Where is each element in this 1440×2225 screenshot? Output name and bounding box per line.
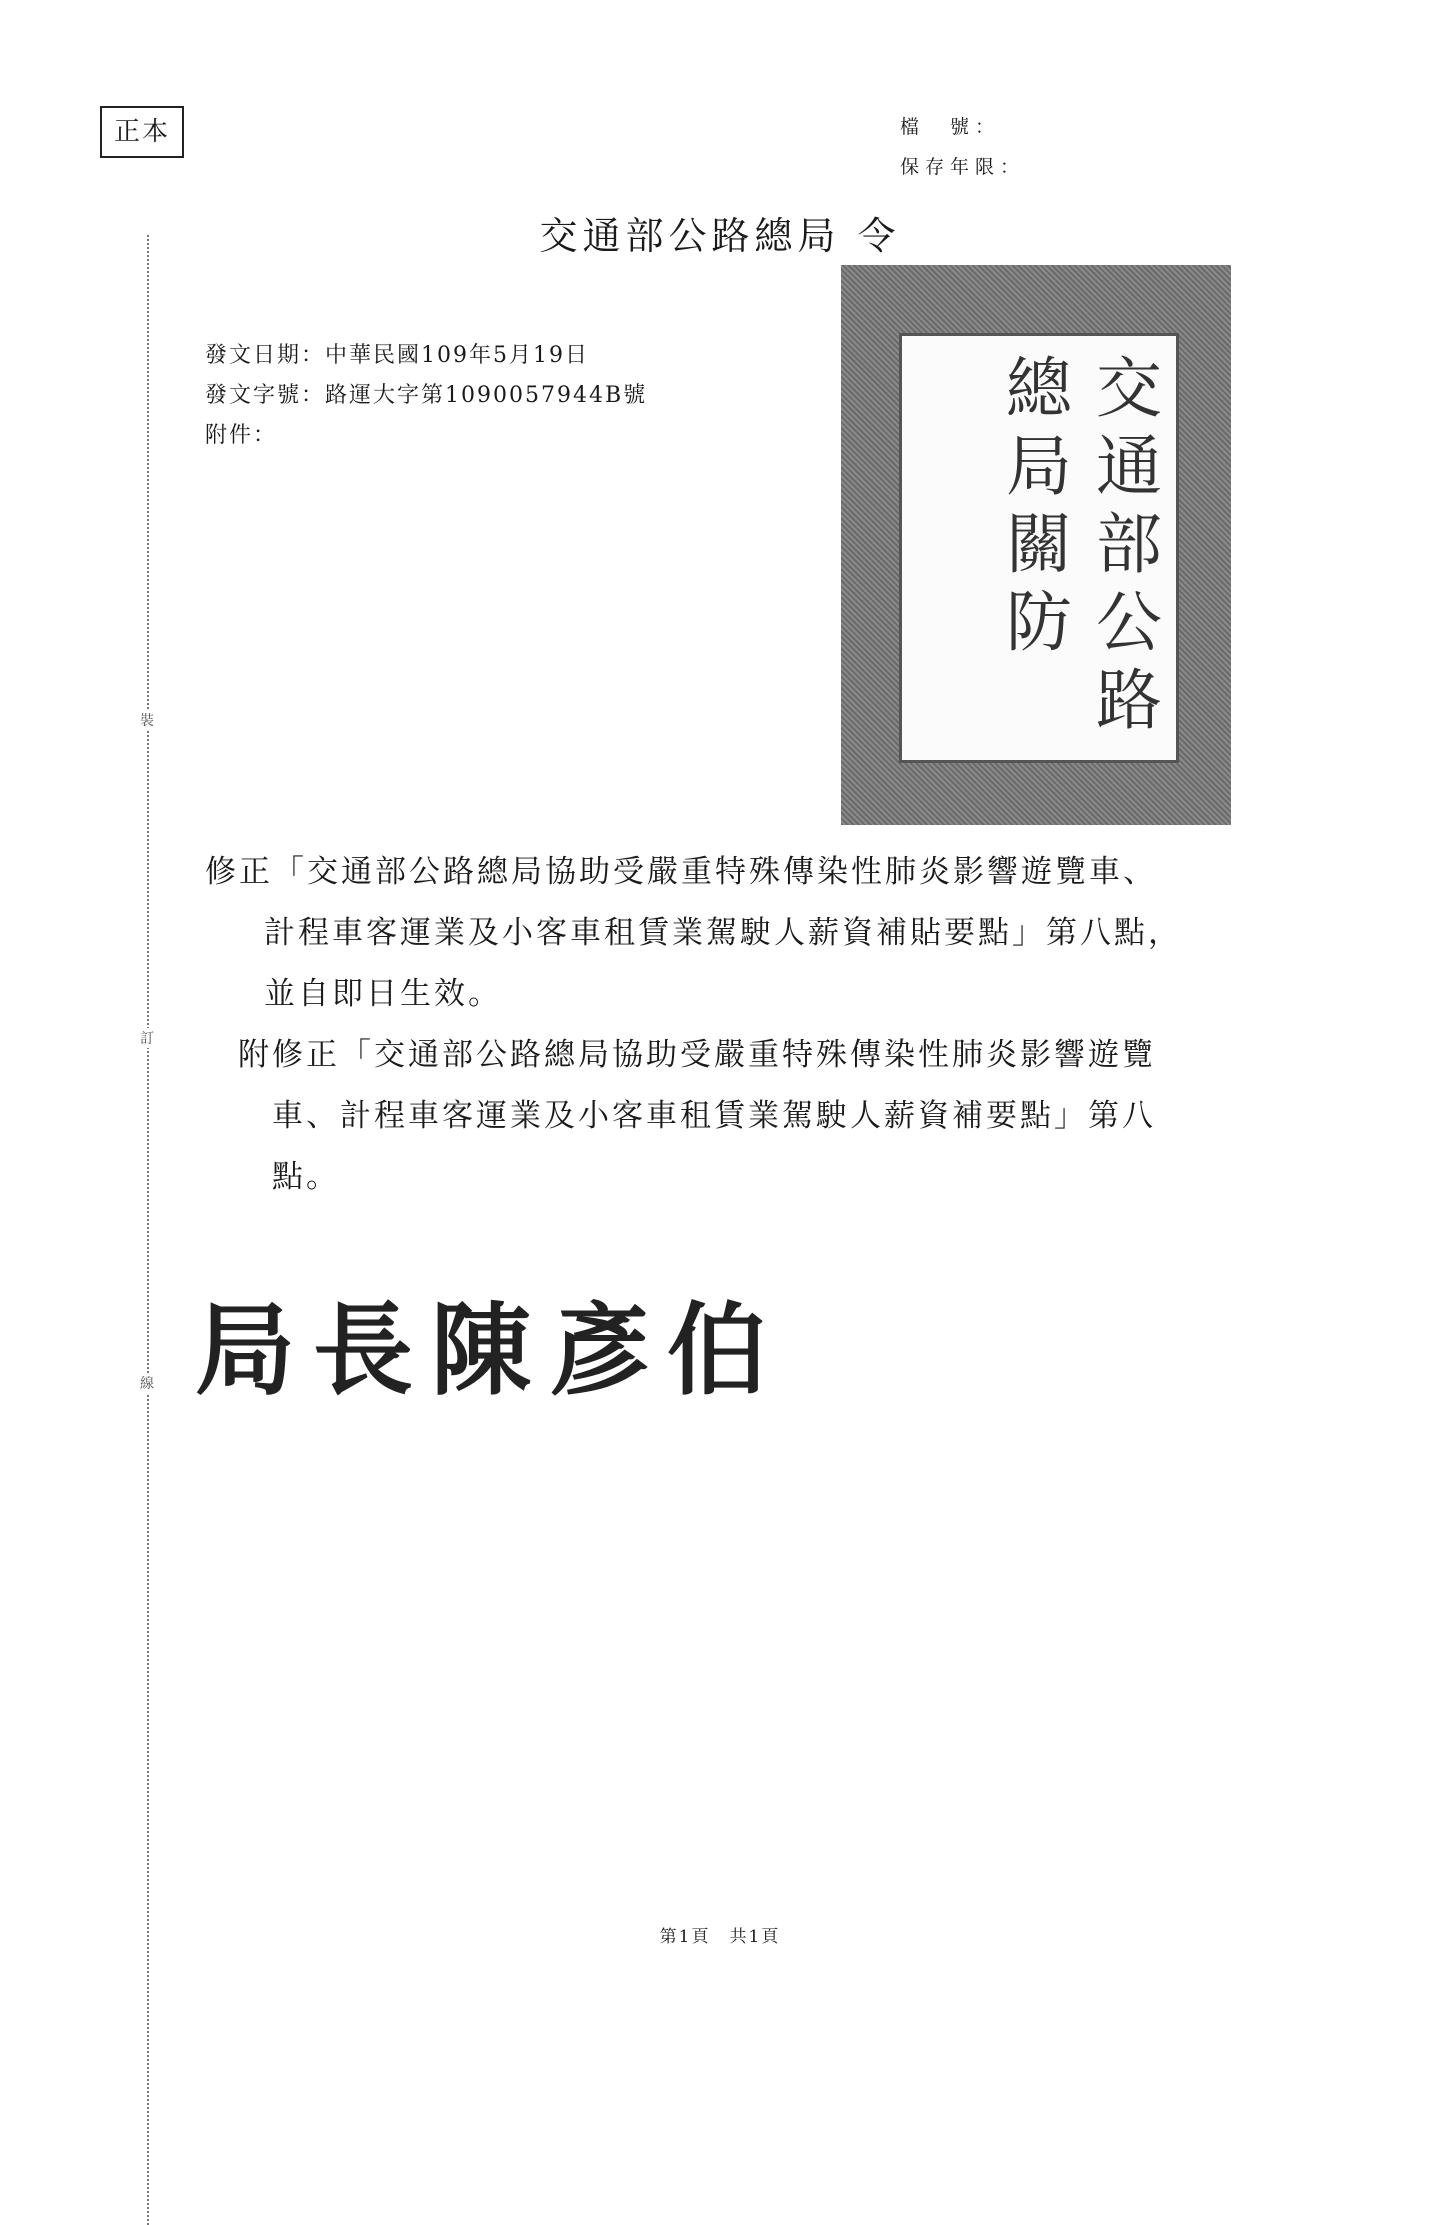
binding-mark-zhuang: 裝 xyxy=(140,710,154,730)
body-line-5: 車、計程車客運業及小客車租賃業駕駛人薪資補要點」第八 xyxy=(272,1098,1156,1134)
seal-column-1: 交 通 部 公 路 xyxy=(1096,350,1162,739)
original-copy-label: 正本 xyxy=(100,106,184,158)
issue-reference-number: 發文字號：路運大字第1090057944B號 xyxy=(205,383,648,408)
body-line-6: 點。 xyxy=(272,1159,340,1195)
body-line-2: 計程車客運業及小客車租賃業駕駛人薪資補貼要點」第八點， xyxy=(264,915,1182,951)
body-line-4: 附修正「交通部公路總局協助受嚴重特殊傳染性肺炎影響遊覽 xyxy=(238,1037,1156,1073)
file-number-label: 檔 號： xyxy=(900,116,1001,138)
binding-mark-xian: 線 xyxy=(140,1373,154,1393)
body-line-1: 修正「交通部公路總局協助受嚴重特殊傳染性肺炎影響遊覽車、 xyxy=(205,854,1157,890)
document-title: 交通部公路總局 令 xyxy=(539,214,901,258)
retention-period-label: 保存年限： xyxy=(900,156,1026,178)
director-signature: 局長陳彥伯 xyxy=(195,1291,785,1409)
seal-column-2: 總 局 關 防 xyxy=(1006,350,1072,661)
official-seal-inner xyxy=(899,333,1179,763)
binding-mark-ding: 訂 xyxy=(140,1028,154,1048)
body-line-3: 並自即日生效。 xyxy=(264,976,502,1012)
page-footer: 第1頁 共1頁 xyxy=(659,1927,781,1947)
issue-date: 發文日期：中華民國109年5月19日 xyxy=(205,343,589,368)
attachment-label: 附件： xyxy=(205,423,278,448)
official-seal-stamp xyxy=(841,265,1231,825)
